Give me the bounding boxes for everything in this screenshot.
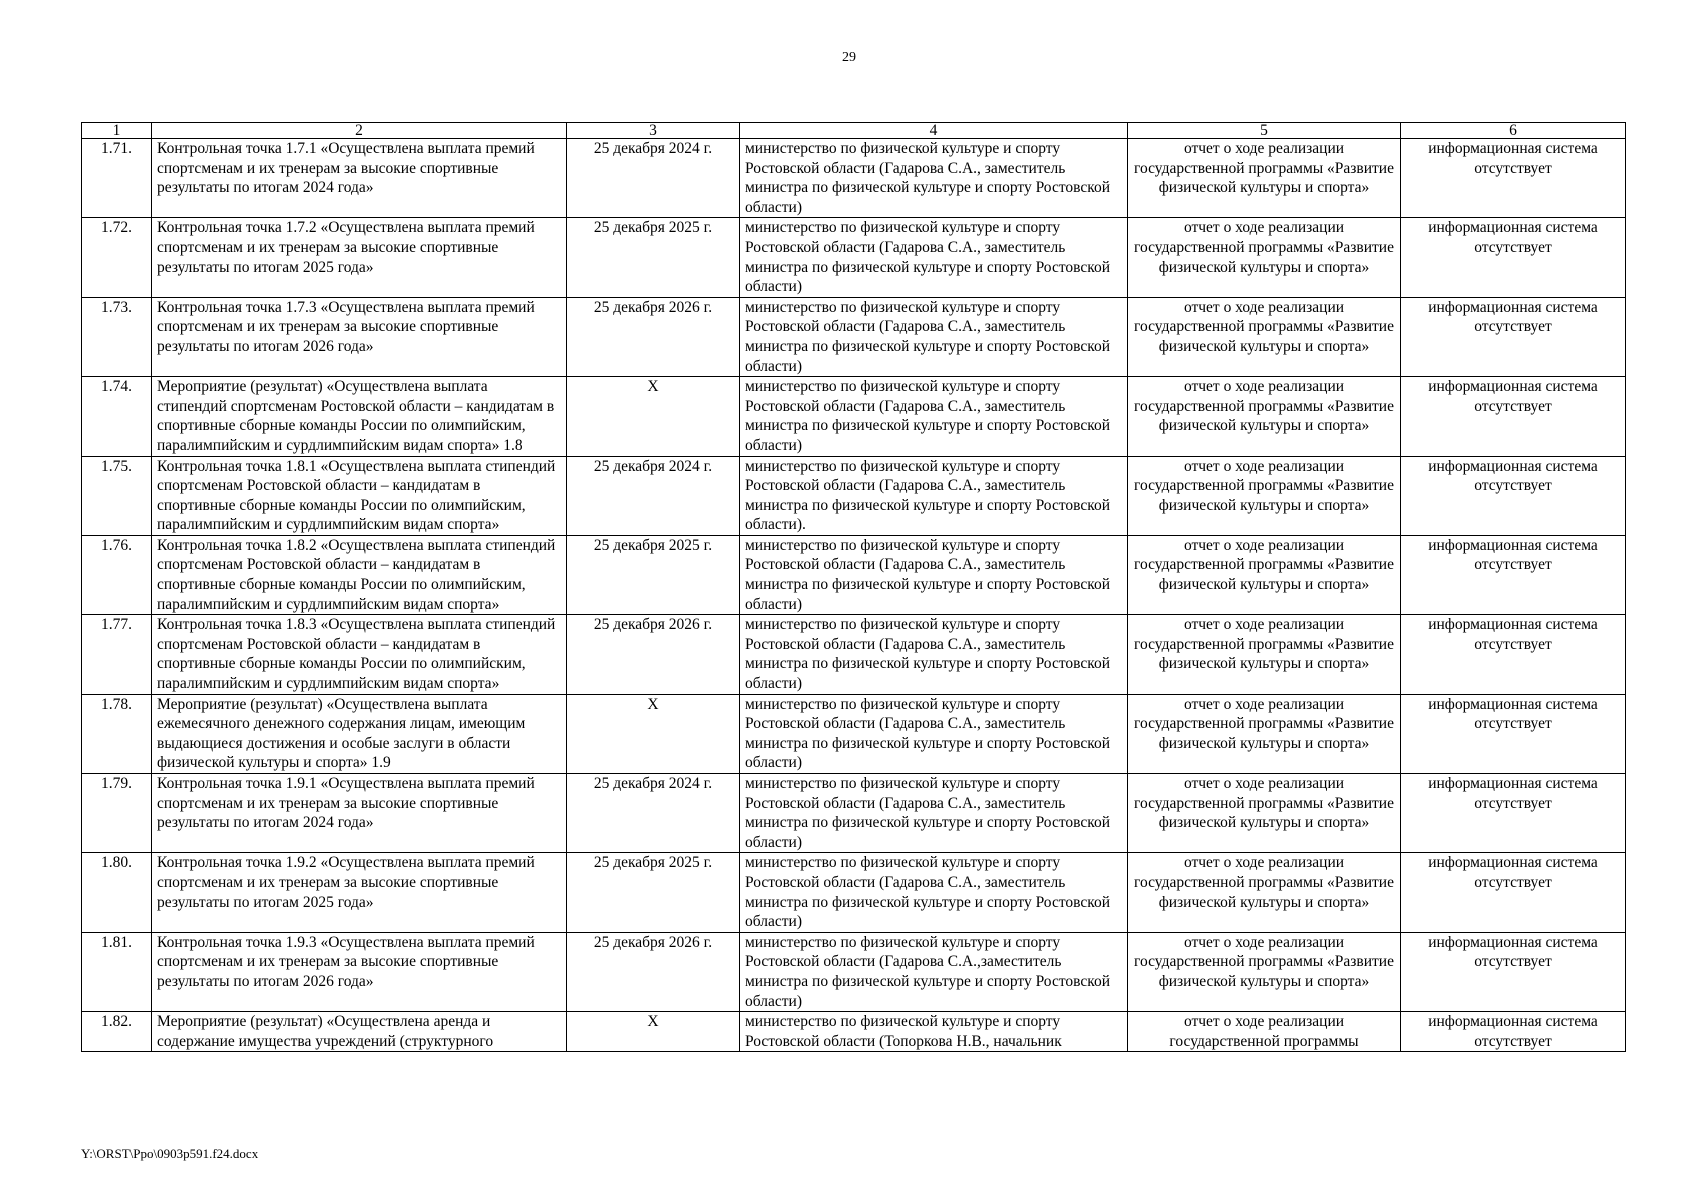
table-row (82, 694, 1626, 773)
header-cell: 3 (567, 123, 740, 139)
event-description (152, 1012, 567, 1052)
information-system: информационная система отсутствует (1401, 694, 1626, 773)
responsible: министерство по физической культуре и спорту Ростовской области (Гадарова С.А., заместитель министра по физической культуре и спорту Ростовской области) (740, 377, 1128, 456)
row-number: 1.72. (82, 218, 152, 297)
header-cell: 1 (82, 123, 152, 139)
confirmation-document: отчет о ходе реализации государственной программы «Развитие физической культуры и спорта» (1128, 218, 1401, 297)
deadline: 25 декабря 2026 г. (567, 932, 740, 1011)
file-path-footer: Y:\ORST\Ppo\0903p591.f24.docx (81, 1146, 259, 1161)
confirmation-document: отчет о ходе реализации государственной программы «Развитие физической культуры и спорта» (1128, 297, 1401, 376)
confirmation-document: отчет о ходе реализации государственной программы «Развитие физической культуры и спорта» (1128, 615, 1401, 694)
deadline: X (567, 694, 740, 773)
row-number: 1.81. (82, 932, 152, 1011)
information-system: информационная система отсутствует (1401, 774, 1626, 853)
page-number: 29 (842, 50, 856, 65)
confirmation-document: отчет о ходе реализации государственной программы «Развитие физической культуры и спорта» (1128, 694, 1401, 773)
responsible: министерство по физической культуре и спорту Ростовской области (Гадарова С.А., заместитель министра по физической культуре и спорту Ростовской области) (740, 139, 1128, 218)
header-cell: 2 (152, 123, 567, 139)
confirmation-document (1128, 1012, 1401, 1052)
responsible: министерство по физической культуре и спорту Ростовской области (Гадарова С.А., заместитель министра по физической культуре и спорту Ростовской области) (740, 218, 1128, 297)
deadline-text: X (647, 1013, 659, 1031)
table-row (82, 853, 1626, 932)
responsible (740, 1012, 1128, 1052)
responsible: министерство по физической культуре и спорту Ростовской области (Гадарова С.А., заместитель министра по физической культуре и спорту Ростовской области) (740, 615, 1128, 694)
responsible: министерство по физической культуре и спорту Ростовской области (Гадарова С.А., заместитель министра по физической культуре и спорту Ростовской области) (740, 694, 1128, 773)
confirmation-document: отчет о ходе реализации государственной программы «Развитие физической культуры и спорта» (1128, 853, 1401, 932)
plan-table (81, 122, 1626, 1052)
information-system: информационная система отсутствует (1401, 139, 1626, 218)
confirmation-document-text: отчет о ходе реализации государственной программы (1169, 1013, 1359, 1050)
information-system (1401, 1012, 1626, 1052)
information-system: информационная система отсутствует (1401, 535, 1626, 614)
row-number: 1.79. (82, 774, 152, 853)
confirmation-document: отчет о ходе реализации государственной программы «Развитие физической культуры и спорта» (1128, 139, 1401, 218)
event-description: Контрольная точка 1.8.1 «Осуществлена выплата стипендий спортсменам Ростовской области – кандидатам в спортивные сборные команды России по олимпийским, паралимпийским и сурдлимпийским видам спорта» (152, 456, 567, 535)
event-description: Контрольная точка 1.9.1 «Осуществлена выплата премий спортсменам и их тренерам за высокие спортивные результаты по итогам 2024 года» (152, 774, 567, 853)
event-description: Контрольная точка 1.7.3 «Осуществлена выплата премий спортсменам и их тренерам за высокие спортивные результаты по итогам 2026 года» (152, 297, 567, 376)
responsible: министерство по физической культуре и спорту Ростовской области (Гадарова С.А., заместитель министра по физической культуре и спорту Ростовской области) (740, 535, 1128, 614)
event-description: Мероприятие (результат) «Осуществлена выплата ежемесячного денежного содержания лицам, имеющим выдающиеся достижения и особые заслуги в области физической культуры и спорта» 1.9 (152, 694, 567, 773)
confirmation-document: отчет о ходе реализации государственной программы «Развитие физической культуры и спорта» (1128, 535, 1401, 614)
information-system: информационная система отсутствует (1401, 932, 1626, 1011)
event-description: Мероприятие (результат) «Осуществлена выплата стипендий спортсменам Ростовской области – кандидатам в спортивные сборные команды России по олимпийским, паралимпийским и сурдлимпийским видам спорта» 1.8 (152, 377, 567, 456)
table-row (82, 774, 1626, 853)
deadline: 25 декабря 2025 г. (567, 853, 740, 932)
event-description: Контрольная точка 1.9.2 «Осуществлена выплата премий спортсменам и их тренерам за высокие спортивные результаты по итогам 2025 года» (152, 853, 567, 932)
row-number: 1.74. (82, 377, 152, 456)
confirmation-document: отчет о ходе реализации государственной программы «Развитие физической культуры и спорта» (1128, 774, 1401, 853)
header-cell: 6 (1401, 123, 1626, 139)
table-row (82, 1012, 1626, 1052)
row-number: 1.80. (82, 853, 152, 932)
information-system: информационная система отсутствует (1401, 456, 1626, 535)
deadline: 25 декабря 2024 г. (567, 774, 740, 853)
confirmation-document: отчет о ходе реализации государственной программы «Развитие физической культуры и спорта» (1128, 456, 1401, 535)
information-system-text: информационная система отсутствует (1428, 1013, 1598, 1050)
responsible: министерство по физической культуре и спорту Ростовской области (Гадарова С.А., заместитель министра по физической культуре и спорту Ростовской области) (740, 297, 1128, 376)
row-number: 1.76. (82, 535, 152, 614)
deadline: 25 декабря 2026 г. (567, 615, 740, 694)
table-row (82, 535, 1626, 614)
row-number: 1.71. (82, 139, 152, 218)
event-description: Контрольная точка 1.8.3 «Осуществлена выплата стипендий спортсменам Ростовской области – кандидатам в спортивные сборные команды России по олимпийским, паралимпийским и сурдлимпийским видам спорта» (152, 615, 567, 694)
deadline: X (567, 377, 740, 456)
event-description: Контрольная точка 1.9.3 «Осуществлена выплата премий спортсменам и их тренерам за высокие спортивные результаты по итогам 2026 года» (152, 932, 567, 1011)
header-cell: 4 (740, 123, 1128, 139)
confirmation-document: отчет о ходе реализации государственной программы «Развитие физической культуры и спорта» (1128, 377, 1401, 456)
responsible-text: министерство по физической культуре и спорту Ростовской области (Топоркова Н.В., начальник (745, 1013, 1062, 1050)
row-number: 1.75. (82, 456, 152, 535)
header-cell: 5 (1128, 123, 1401, 139)
deadline: 25 декабря 2024 г. (567, 139, 740, 218)
event-description-text: Мероприятие (результат) «Осуществлена аренда и содержание имущества учреждений (структурного (157, 1013, 494, 1050)
information-system: информационная система отсутствует (1401, 218, 1626, 297)
table-row (82, 377, 1626, 456)
row-number (82, 1012, 152, 1052)
confirmation-document: отчет о ходе реализации государственной программы «Развитие физической культуры и спорта» (1128, 932, 1401, 1011)
event-description: Контрольная точка 1.7.1 «Осуществлена выплата премий спортсменам и их тренерам за высокие спортивные результаты по итогам 2024 года» (152, 139, 567, 218)
table-row (82, 297, 1626, 376)
deadline: 25 декабря 2025 г. (567, 218, 740, 297)
row-number: 1.73. (82, 297, 152, 376)
responsible: министерство по физической культуре и спорту Ростовской области (Гадарова С.А., заместитель министра по физической культуре и спорту Ростовской области) (740, 774, 1128, 853)
row-number-text: 1.82. (101, 1013, 132, 1031)
table-row (82, 139, 1626, 218)
responsible: министерство по физической культуре и спорту Ростовской области (Гадарова С.А., заместитель министра по физической культуре и спорту Ростовской области) (740, 853, 1128, 932)
row-number: 1.78. (82, 694, 152, 773)
information-system: информационная система отсутствует (1401, 377, 1626, 456)
information-system: информационная система отсутствует (1401, 853, 1626, 932)
deadline: 25 декабря 2024 г. (567, 456, 740, 535)
header-row (82, 123, 1626, 139)
information-system: информационная система отсутствует (1401, 615, 1626, 694)
responsible: министерство по физической культуре и спорту Ростовской области (Гадарова С.А.,заместитель министра по физической культуре и спорту Ростовской области) (740, 932, 1128, 1011)
event-description: Контрольная точка 1.8.2 «Осуществлена выплата стипендий спортсменам Ростовской области – кандидатам в спортивные сборные команды России по олимпийским, паралимпийским и сурдлимпийским видам спорта» (152, 535, 567, 614)
information-system: информационная система отсутствует (1401, 297, 1626, 376)
deadline: 25 декабря 2025 г. (567, 535, 740, 614)
table-row (82, 218, 1626, 297)
table-row (82, 615, 1626, 694)
event-description: Контрольная точка 1.7.2 «Осуществлена выплата премий спортсменам и их тренерам за высокие спортивные результаты по итогам 2025 года» (152, 218, 567, 297)
row-number: 1.77. (82, 615, 152, 694)
deadline (567, 1012, 740, 1052)
table-row (82, 932, 1626, 1011)
table-row (82, 456, 1626, 535)
deadline: 25 декабря 2026 г. (567, 297, 740, 376)
responsible: министерство по физической культуре и спорту Ростовской области (Гадарова С.А., заместитель министра по физической культуре и спорту Ростовской области). (740, 456, 1128, 535)
